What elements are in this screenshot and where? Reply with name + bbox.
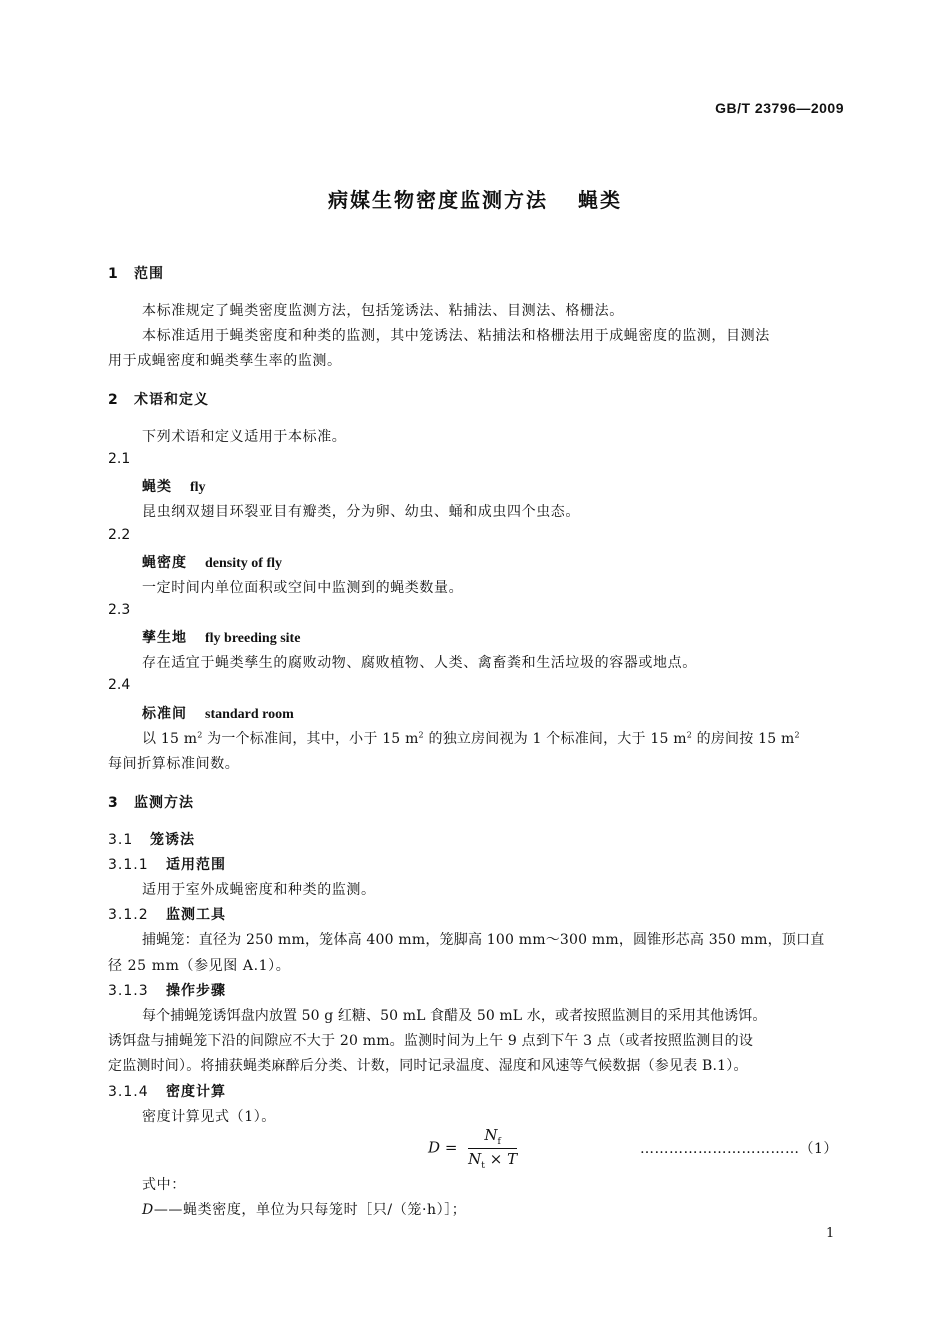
- subsection-heading: [108, 980, 226, 1000]
- document-title: [0, 184, 950, 213]
- term-cn: 标准间: [142, 706, 187, 722]
- formula-equals: =: [444, 1138, 458, 1157]
- paragraph-continuation: 用于成蝇密度和蝇类孳生率的监测。: [108, 353, 342, 369]
- superscript: 2: [794, 730, 800, 740]
- paragraph: 本标准规定了蝇类密度监测方法，包括笼诱法、粘捕法、目测法、格栅法。: [142, 303, 624, 319]
- section-2-heading: [108, 389, 209, 409]
- paragraph-continuation: 定监测时间）。将捕获蝇类麻醉后分类、计数，同时记录温度、湿度和风速等气候数据（参见表 B.1）。: [108, 1058, 748, 1074]
- term-definition: 存在适宜于蝇类孳生的腐败动物、腐败植物、人类、禽畜粪和生活垃圾的容器或地点。: [142, 655, 697, 671]
- title-main: 病媒生物密度监测方法: [328, 188, 548, 212]
- section-number: 1: [108, 266, 119, 282]
- section-title: 范围: [134, 266, 164, 282]
- page-number: 1: [826, 1226, 835, 1241]
- paragraph: 捕蝇笼：直径为 250 mm，笼体高 400 mm，笼脚高 100 mm～300 mm，圆锥形芯高 350 mm，顶口直: [142, 932, 825, 948]
- subsection-number: 3.1.3: [108, 983, 149, 999]
- term-definition: 一定时间内单位面积或空间中监测到的蝇类数量。: [142, 580, 464, 596]
- paragraph: 下列术语和定义适用于本标准。: [142, 429, 347, 445]
- def-text: 为一个标准间，其中，小于 15 m: [202, 731, 419, 747]
- section-title: 术语和定义: [134, 392, 209, 408]
- term-en: standard room: [205, 707, 294, 722]
- density-formula: [428, 1126, 517, 1171]
- formula-lhs: D: [428, 1138, 441, 1157]
- formula-denominator: $N_t \times T$: [468, 1150, 518, 1171]
- subsection-title: 密度计算: [166, 1084, 226, 1100]
- subsection-title: 监测工具: [166, 907, 226, 923]
- def-text: 以 15 m: [142, 731, 198, 747]
- subsection-heading: [108, 1081, 226, 1101]
- paragraph-continuation: 每间折算标准间数。: [108, 756, 240, 772]
- term-cn: 蝇类: [142, 479, 172, 495]
- subsection-heading: [108, 854, 226, 874]
- subsection-title: 笼诱法: [150, 832, 195, 848]
- superscript: 2: [418, 730, 424, 740]
- term-number: 2.2: [108, 527, 131, 543]
- section-1-heading: [108, 263, 164, 283]
- subsection-number: 3.1.4: [108, 1084, 149, 1100]
- term-heading: [142, 703, 294, 723]
- def-text: 的房间按 15 m: [692, 731, 795, 747]
- title-sub: 蝇类: [578, 188, 622, 212]
- paragraph: 每个捕蝇笼诱饵盘内放置 50 g 红糖、50 mL 食醋及 50 mL 水，或者按照监测目的采用其他诱饵。: [142, 1008, 767, 1024]
- term-heading: [142, 627, 300, 647]
- variable-symbol: D: [142, 1202, 154, 1218]
- subsection-heading: [108, 829, 195, 849]
- term-en: density of fly: [205, 556, 282, 571]
- term-en: fly: [190, 480, 206, 495]
- section-number: 3: [108, 795, 119, 811]
- term-number: 2.3: [108, 602, 131, 618]
- variable-text: ——蝇类密度，单位为只每笼时［只/（笼·h）］；: [153, 1202, 467, 1218]
- superscript: 2: [197, 730, 203, 740]
- paragraph: 密度计算见式（1）。: [142, 1109, 276, 1125]
- term-heading: [142, 476, 206, 496]
- term-cn: 孳生地: [142, 630, 187, 646]
- subsection-number: 3.1.1: [108, 857, 149, 873]
- subsection-title: 适用范围: [166, 857, 226, 873]
- paragraph-continuation: 诱饵盘与捕蝇笼下沿的间隙应不大于 20 mm。监测时间为上午 9 点到下午 3 点（或者按照监测目的设: [108, 1033, 754, 1049]
- term-number: 2.1: [108, 451, 131, 467]
- term-en: fly breeding site: [205, 631, 301, 646]
- term-definition: 昆虫纲双翅目环裂亚目有瓣类，分为卵、幼虫、蛹和成虫四个虫态。: [142, 504, 580, 520]
- section-3-heading: [108, 792, 194, 812]
- formula-numerator: $N_f$: [468, 1126, 517, 1149]
- subsection-number: 3.1: [108, 832, 134, 848]
- subsection-heading: [108, 904, 226, 924]
- paragraph: 本标准适用于蝇类密度和种类的监测，其中笼诱法、粘捕法和格栅法用于成蝇密度的监测，目测法: [142, 328, 770, 344]
- variable-definition: [142, 1199, 466, 1219]
- where-label: 式中：: [142, 1177, 186, 1193]
- term-heading: [142, 552, 282, 572]
- term-cn: 蝇密度: [142, 555, 187, 571]
- standard-code: GB/T 23796—2009: [715, 100, 844, 116]
- section-number: 2: [108, 392, 119, 408]
- term-number: 2.4: [108, 677, 131, 693]
- paragraph: 适用于室外成蝇密度和种类的监测。: [142, 882, 376, 898]
- term-definition: [142, 728, 800, 748]
- formula-fraction: [468, 1126, 517, 1171]
- subsection-number: 3.1.2: [108, 907, 149, 923]
- paragraph-continuation: 径 25 mm（参见图 A.1）。: [108, 958, 291, 974]
- def-text: 的独立房间视为 1 个标准间，大于 15 m: [423, 731, 687, 747]
- subsection-title: 操作步骤: [166, 983, 226, 999]
- equation-number: ……………………………（1）: [640, 1141, 838, 1157]
- superscript: 2: [686, 730, 692, 740]
- section-title: 监测方法: [134, 795, 194, 811]
